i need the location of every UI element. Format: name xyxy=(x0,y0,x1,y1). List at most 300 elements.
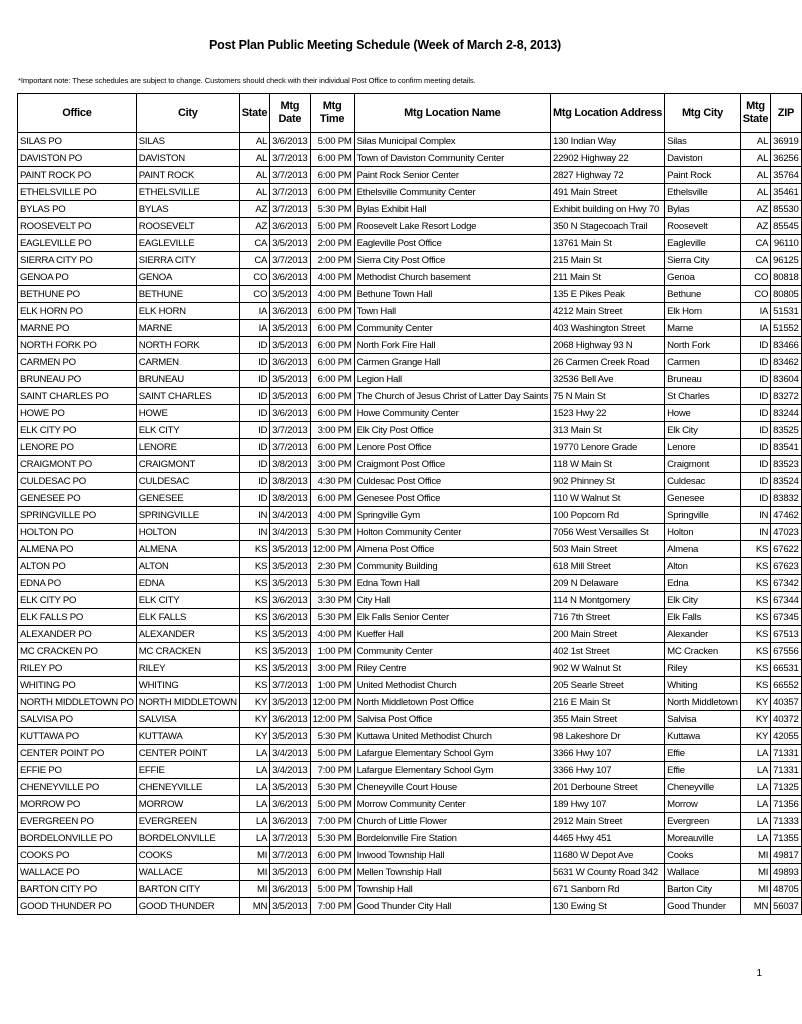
table-row xyxy=(18,864,802,881)
cell-mtg-date: 3/7/2013 xyxy=(270,167,310,184)
cell-mtg-state: CA xyxy=(740,235,770,252)
cell-mtg-date: 3/5/2013 xyxy=(270,626,310,643)
cell-mtg-city: Effie xyxy=(665,762,741,779)
cell-zip: 47462 xyxy=(771,507,801,524)
cell-mtg-time: 1:00 PM xyxy=(310,643,354,660)
cell-location-address: 2827 Highway 72 xyxy=(551,167,665,184)
cell-location-name: Mellen Township Hall xyxy=(354,864,550,881)
cell-zip: 96110 xyxy=(771,235,801,252)
cell-mtg-date: 3/6/2013 xyxy=(270,405,310,422)
cell-mtg-date: 3/7/2013 xyxy=(270,677,310,694)
cell-mtg-city: Elk Horn xyxy=(665,303,741,320)
cell-location-name: Legion Hall xyxy=(354,371,550,388)
cell-mtg-city: Salvisa xyxy=(665,711,741,728)
cell-location-name: Bordelonville Fire Station xyxy=(354,830,550,847)
cell-zip: 96125 xyxy=(771,252,801,269)
cell-office: SALVISA PO xyxy=(18,711,137,728)
cell-location-name: United Methodist Church xyxy=(354,677,550,694)
cell-location-address: 671 Sanborn Rd xyxy=(551,881,665,898)
cell-location-name: Eagleville Post Office xyxy=(354,235,550,252)
cell-location-address: 209 N Delaware xyxy=(551,575,665,592)
cell-city: MC CRACKEN xyxy=(136,643,239,660)
table-row xyxy=(18,677,802,694)
header-state: State xyxy=(239,94,269,133)
cell-mtg-date: 3/8/2013 xyxy=(270,473,310,490)
cell-mtg-date: 3/5/2013 xyxy=(270,779,310,796)
cell-mtg-state: MN xyxy=(740,898,770,915)
cell-mtg-state: IA xyxy=(740,303,770,320)
cell-mtg-date: 3/5/2013 xyxy=(270,558,310,575)
cell-office: WHITING PO xyxy=(18,677,137,694)
table-row xyxy=(18,473,802,490)
cell-mtg-time: 5:30 PM xyxy=(310,575,354,592)
cell-location-address: 902 Phinney St xyxy=(551,473,665,490)
important-note: *Important note: These schedules are subject to change. Customers should check with their individual Post Office to confirm meeting details. xyxy=(18,76,476,85)
cell-mtg-city: Bylas xyxy=(665,201,741,218)
cell-mtg-state: CA xyxy=(740,252,770,269)
table-row xyxy=(18,813,802,830)
cell-zip: 51531 xyxy=(771,303,801,320)
cell-mtg-date: 3/8/2013 xyxy=(270,456,310,473)
cell-mtg-date: 3/6/2013 xyxy=(270,813,310,830)
cell-mtg-date: 3/6/2013 xyxy=(270,269,310,286)
table-row xyxy=(18,422,802,439)
cell-mtg-date: 3/4/2013 xyxy=(270,524,310,541)
cell-location-address: 350 N Stagecoach Trail xyxy=(551,218,665,235)
cell-mtg-date: 3/5/2013 xyxy=(270,371,310,388)
cell-location-name: Church of Little Flower xyxy=(354,813,550,830)
cell-mtg-city: Genesee xyxy=(665,490,741,507)
cell-zip: 80805 xyxy=(771,286,801,303)
cell-mtg-city: Good Thunder xyxy=(665,898,741,915)
cell-location-address: 100 Popcorn Rd xyxy=(551,507,665,524)
cell-mtg-time: 7:00 PM xyxy=(310,762,354,779)
cell-office: GENESEE PO xyxy=(18,490,137,507)
cell-mtg-time: 5:30 PM xyxy=(310,830,354,847)
cell-mtg-state: ID xyxy=(740,337,770,354)
table-row xyxy=(18,303,802,320)
cell-office: PAINT ROCK PO xyxy=(18,167,137,184)
cell-location-name: Community Center xyxy=(354,320,550,337)
cell-mtg-time: 6:00 PM xyxy=(310,847,354,864)
cell-city: HOLTON xyxy=(136,524,239,541)
cell-mtg-time: 5:30 PM xyxy=(310,779,354,796)
cell-location-address: 26 Carmen Creek Road xyxy=(551,354,665,371)
cell-state: AL xyxy=(239,184,269,201)
cell-mtg-date: 3/5/2013 xyxy=(270,864,310,881)
cell-mtg-state: KY xyxy=(740,694,770,711)
cell-mtg-state: ID xyxy=(740,422,770,439)
meeting-schedule-table xyxy=(17,93,802,915)
cell-zip: 80818 xyxy=(771,269,801,286)
cell-state: KS xyxy=(239,609,269,626)
cell-mtg-city: Effie xyxy=(665,745,741,762)
cell-state: ID xyxy=(239,371,269,388)
cell-office: COOKS PO xyxy=(18,847,137,864)
header-office: Office xyxy=(18,94,137,133)
cell-zip: 71325 xyxy=(771,779,801,796)
cell-state: AZ xyxy=(239,218,269,235)
table-row xyxy=(18,558,802,575)
cell-city: BRUNEAU xyxy=(136,371,239,388)
cell-mtg-date: 3/5/2013 xyxy=(270,388,310,405)
cell-mtg-date: 3/6/2013 xyxy=(270,796,310,813)
cell-mtg-state: LA xyxy=(740,762,770,779)
cell-zip: 85545 xyxy=(771,218,801,235)
cell-mtg-state: ID xyxy=(740,439,770,456)
cell-mtg-time: 5:30 PM xyxy=(310,609,354,626)
table-row xyxy=(18,490,802,507)
cell-location-address: 211 Main St xyxy=(551,269,665,286)
cell-zip: 83524 xyxy=(771,473,801,490)
cell-city: ALTON xyxy=(136,558,239,575)
cell-city: ELK CITY xyxy=(136,422,239,439)
cell-mtg-state: KS xyxy=(740,660,770,677)
cell-office: NORTH FORK PO xyxy=(18,337,137,354)
cell-city: DAVISTON xyxy=(136,150,239,167)
cell-state: KS xyxy=(239,626,269,643)
cell-mtg-city: MC Cracken xyxy=(665,643,741,660)
cell-location-name: North Fork Fire Hall xyxy=(354,337,550,354)
cell-city: NORTH MIDDLETOWN xyxy=(136,694,239,711)
cell-mtg-city: Lenore xyxy=(665,439,741,456)
cell-state: ID xyxy=(239,456,269,473)
table-row xyxy=(18,405,802,422)
cell-location-address: 3366 Hwy 107 xyxy=(551,762,665,779)
cell-office: ROOSEVELT PO xyxy=(18,218,137,235)
cell-location-name: Kuttawa United Methodist Church xyxy=(354,728,550,745)
cell-state: LA xyxy=(239,813,269,830)
cell-location-name: Inwood Township Hall xyxy=(354,847,550,864)
table-row xyxy=(18,898,802,915)
cell-office: MARNE PO xyxy=(18,320,137,337)
cell-mtg-date: 3/5/2013 xyxy=(270,235,310,252)
cell-mtg-time: 3:30 PM xyxy=(310,592,354,609)
cell-location-address: 201 Derboune Street xyxy=(551,779,665,796)
cell-mtg-time: 12:00 PM xyxy=(310,541,354,558)
cell-mtg-time: 3:00 PM xyxy=(310,456,354,473)
cell-mtg-time: 6:00 PM xyxy=(310,184,354,201)
cell-location-name: Elk Falls Senior Center xyxy=(354,609,550,626)
cell-city: BETHUNE xyxy=(136,286,239,303)
cell-mtg-state: AL xyxy=(740,184,770,201)
cell-location-name: Sierra City Post Office xyxy=(354,252,550,269)
cell-mtg-city: Craigmont xyxy=(665,456,741,473)
cell-state: ID xyxy=(239,439,269,456)
cell-mtg-state: ID xyxy=(740,371,770,388)
cell-mtg-city: Wallace xyxy=(665,864,741,881)
cell-state: LA xyxy=(239,779,269,796)
table-row xyxy=(18,643,802,660)
cell-location-name: Paint Rock Senior Center xyxy=(354,167,550,184)
cell-zip: 36919 xyxy=(771,133,801,150)
cell-city: MARNE xyxy=(136,320,239,337)
cell-mtg-city: Cooks xyxy=(665,847,741,864)
cell-zip: 83523 xyxy=(771,456,801,473)
table-row xyxy=(18,660,802,677)
cell-office: EAGLEVILLE PO xyxy=(18,235,137,252)
cell-zip: 83832 xyxy=(771,490,801,507)
header-location-name: Mtg Location Name xyxy=(354,94,550,133)
cell-city: ELK FALLS xyxy=(136,609,239,626)
cell-city: EVERGREEN xyxy=(136,813,239,830)
cell-city: BYLAS xyxy=(136,201,239,218)
cell-state: KY xyxy=(239,711,269,728)
cell-zip: 67513 xyxy=(771,626,801,643)
cell-office: GOOD THUNDER PO xyxy=(18,898,137,915)
cell-city: ALEXANDER xyxy=(136,626,239,643)
cell-mtg-date: 3/6/2013 xyxy=(270,609,310,626)
cell-mtg-date: 3/7/2013 xyxy=(270,252,310,269)
cell-mtg-time: 5:00 PM xyxy=(310,133,354,150)
cell-mtg-state: LA xyxy=(740,779,770,796)
cell-location-name: Community Center xyxy=(354,643,550,660)
table-row xyxy=(18,337,802,354)
cell-location-name: Community Building xyxy=(354,558,550,575)
cell-mtg-time: 6:00 PM xyxy=(310,388,354,405)
cell-zip: 67345 xyxy=(771,609,801,626)
cell-location-address: Exhibit building on Hwy 70 xyxy=(551,201,665,218)
table-row xyxy=(18,830,802,847)
cell-mtg-time: 2:30 PM xyxy=(310,558,354,575)
cell-mtg-time: 4:00 PM xyxy=(310,507,354,524)
cell-mtg-time: 12:00 PM xyxy=(310,694,354,711)
cell-city: MORROW xyxy=(136,796,239,813)
table-row xyxy=(18,235,802,252)
cell-state: AZ xyxy=(239,201,269,218)
cell-mtg-time: 6:00 PM xyxy=(310,439,354,456)
cell-mtg-date: 3/4/2013 xyxy=(270,507,310,524)
cell-mtg-date: 3/7/2013 xyxy=(270,847,310,864)
cell-mtg-state: AZ xyxy=(740,201,770,218)
header-city: City xyxy=(136,94,239,133)
cell-location-address: 3366 Hwy 107 xyxy=(551,745,665,762)
table-row xyxy=(18,201,802,218)
cell-zip: 66552 xyxy=(771,677,801,694)
cell-location-name: Lafargue Elementary School Gym xyxy=(354,745,550,762)
cell-mtg-state: IA xyxy=(740,320,770,337)
cell-zip: 42055 xyxy=(771,728,801,745)
header-location-address: Mtg Location Address xyxy=(551,94,665,133)
cell-location-name: Town of Daviston Community Center xyxy=(354,150,550,167)
cell-zip: 71331 xyxy=(771,745,801,762)
cell-location-address: 200 Main Street xyxy=(551,626,665,643)
cell-zip: 67344 xyxy=(771,592,801,609)
table-row xyxy=(18,320,802,337)
cell-location-address: 618 Mill Street xyxy=(551,558,665,575)
table-row xyxy=(18,779,802,796)
cell-city: WHITING xyxy=(136,677,239,694)
cell-state: MI xyxy=(239,864,269,881)
cell-office: CULDESAC PO xyxy=(18,473,137,490)
cell-location-name: Salvisa Post Office xyxy=(354,711,550,728)
cell-location-name: Town Hall xyxy=(354,303,550,320)
cell-mtg-state: CO xyxy=(740,286,770,303)
cell-city: GENESEE xyxy=(136,490,239,507)
cell-location-name: Lafargue Elementary School Gym xyxy=(354,762,550,779)
cell-office: HOWE PO xyxy=(18,405,137,422)
cell-city: GOOD THUNDER xyxy=(136,898,239,915)
cell-mtg-time: 5:30 PM xyxy=(310,201,354,218)
cell-location-name: Ethelsville Community Center xyxy=(354,184,550,201)
cell-mtg-city: Ethelsville xyxy=(665,184,741,201)
cell-location-address: 114 N Montgomery xyxy=(551,592,665,609)
cell-mtg-city: Barton City xyxy=(665,881,741,898)
cell-mtg-state: ID xyxy=(740,405,770,422)
cell-mtg-time: 7:00 PM xyxy=(310,898,354,915)
cell-office: ALMENA PO xyxy=(18,541,137,558)
cell-state: AL xyxy=(239,133,269,150)
table-row xyxy=(18,728,802,745)
cell-mtg-state: ID xyxy=(740,354,770,371)
cell-location-address: 402 1st Street xyxy=(551,643,665,660)
cell-state: CO xyxy=(239,286,269,303)
cell-location-address: 355 Main Street xyxy=(551,711,665,728)
cell-mtg-date: 3/5/2013 xyxy=(270,728,310,745)
cell-mtg-city: Cheneyville xyxy=(665,779,741,796)
cell-location-name: Howe Community Center xyxy=(354,405,550,422)
cell-mtg-date: 3/6/2013 xyxy=(270,881,310,898)
cell-state: CA xyxy=(239,252,269,269)
cell-location-name: Roosevelt Lake Resort Lodge xyxy=(354,218,550,235)
cell-mtg-time: 5:00 PM xyxy=(310,796,354,813)
cell-location-address: 491 Main Street xyxy=(551,184,665,201)
cell-location-name: The Church of Jesus Christ of Latter Day Saints xyxy=(354,388,550,405)
cell-location-name: Township Hall xyxy=(354,881,550,898)
cell-zip: 83462 xyxy=(771,354,801,371)
cell-state: KS xyxy=(239,575,269,592)
table-row xyxy=(18,439,802,456)
cell-office: GENOA PO xyxy=(18,269,137,286)
cell-mtg-date: 3/7/2013 xyxy=(270,422,310,439)
table-row xyxy=(18,847,802,864)
cell-zip: 40372 xyxy=(771,711,801,728)
header-row xyxy=(18,94,802,133)
cell-mtg-state: LA xyxy=(740,830,770,847)
cell-location-name: Cheneyville Court House xyxy=(354,779,550,796)
cell-mtg-time: 6:00 PM xyxy=(310,337,354,354)
cell-location-address: 13761 Main St xyxy=(551,235,665,252)
cell-state: ID xyxy=(239,490,269,507)
cell-office: LENORE PO xyxy=(18,439,137,456)
cell-location-name: North Middletown Post Office xyxy=(354,694,550,711)
cell-state: KY xyxy=(239,728,269,745)
cell-city: GENOA xyxy=(136,269,239,286)
cell-mtg-time: 6:00 PM xyxy=(310,167,354,184)
cell-mtg-city: Whiting xyxy=(665,677,741,694)
cell-mtg-date: 3/6/2013 xyxy=(270,218,310,235)
cell-mtg-state: KS xyxy=(740,609,770,626)
cell-mtg-state: LA xyxy=(740,813,770,830)
cell-mtg-date: 3/5/2013 xyxy=(270,575,310,592)
cell-city: SALVISA xyxy=(136,711,239,728)
cell-mtg-date: 3/7/2013 xyxy=(270,439,310,456)
cell-mtg-city: Almena xyxy=(665,541,741,558)
cell-location-name: Holton Community Center xyxy=(354,524,550,541)
cell-state: MI xyxy=(239,881,269,898)
cell-location-address: 189 Hwy 107 xyxy=(551,796,665,813)
cell-location-name: Bylas Exhibit Hall xyxy=(354,201,550,218)
cell-mtg-date: 3/4/2013 xyxy=(270,745,310,762)
cell-state: LA xyxy=(239,762,269,779)
cell-mtg-city: Riley xyxy=(665,660,741,677)
cell-mtg-date: 3/5/2013 xyxy=(270,541,310,558)
cell-mtg-city: Elk City xyxy=(665,422,741,439)
cell-location-address: 2068 Highway 93 N xyxy=(551,337,665,354)
cell-office: MORROW PO xyxy=(18,796,137,813)
cell-mtg-city: Roosevelt xyxy=(665,218,741,235)
cell-office: CARMEN PO xyxy=(18,354,137,371)
header-mtg-state: Mtg State xyxy=(740,94,770,133)
cell-mtg-time: 6:00 PM xyxy=(310,320,354,337)
cell-zip: 51552 xyxy=(771,320,801,337)
cell-state: KS xyxy=(239,558,269,575)
cell-city: BARTON CITY xyxy=(136,881,239,898)
cell-city: RILEY xyxy=(136,660,239,677)
cell-state: KS xyxy=(239,541,269,558)
cell-state: AL xyxy=(239,167,269,184)
cell-mtg-time: 2:00 PM xyxy=(310,235,354,252)
table-row xyxy=(18,184,802,201)
cell-state: ID xyxy=(239,354,269,371)
table-row xyxy=(18,541,802,558)
cell-location-address: 110 W Walnut St xyxy=(551,490,665,507)
cell-city: ETHELSVILLE xyxy=(136,184,239,201)
cell-location-name: Genesee Post Office xyxy=(354,490,550,507)
cell-office: BORDELONVILLE PO xyxy=(18,830,137,847)
cell-mtg-city: Silas xyxy=(665,133,741,150)
cell-mtg-date: 3/6/2013 xyxy=(270,711,310,728)
cell-zip: 36256 xyxy=(771,150,801,167)
cell-mtg-state: LA xyxy=(740,796,770,813)
header-mtg-date: Mtg Date xyxy=(270,94,310,133)
cell-mtg-date: 3/8/2013 xyxy=(270,490,310,507)
cell-location-name: Bethune Town Hall xyxy=(354,286,550,303)
cell-office: DAVISTON PO xyxy=(18,150,137,167)
cell-mtg-time: 12:00 PM xyxy=(310,711,354,728)
cell-mtg-state: MI xyxy=(740,864,770,881)
table-row xyxy=(18,150,802,167)
cell-location-name: Edna Town Hall xyxy=(354,575,550,592)
cell-location-address: 4212 Main Street xyxy=(551,303,665,320)
cell-city: ELK HORN xyxy=(136,303,239,320)
cell-mtg-city: Moreauville xyxy=(665,830,741,847)
cell-city: ROOSEVELT xyxy=(136,218,239,235)
cell-zip: 83541 xyxy=(771,439,801,456)
cell-location-name: Silas Municipal Complex xyxy=(354,133,550,150)
cell-mtg-city: Culdesac xyxy=(665,473,741,490)
cell-location-name: Lenore Post Office xyxy=(354,439,550,456)
cell-location-address: 1523 Hwy 22 xyxy=(551,405,665,422)
cell-mtg-time: 5:00 PM xyxy=(310,745,354,762)
header-mtg-time: Mtg Time xyxy=(310,94,354,133)
cell-office: ALTON PO xyxy=(18,558,137,575)
cell-city: SAINT CHARLES xyxy=(136,388,239,405)
cell-office: BETHUNE PO xyxy=(18,286,137,303)
cell-mtg-state: ID xyxy=(740,388,770,405)
cell-zip: 49817 xyxy=(771,847,801,864)
cell-office: ALEXANDER PO xyxy=(18,626,137,643)
cell-mtg-time: 5:30 PM xyxy=(310,524,354,541)
cell-office: ELK HORN PO xyxy=(18,303,137,320)
table-row xyxy=(18,252,802,269)
cell-location-name: Craigmont Post Office xyxy=(354,456,550,473)
cell-mtg-date: 3/5/2013 xyxy=(270,660,310,677)
cell-zip: 49893 xyxy=(771,864,801,881)
cell-city: WALLACE xyxy=(136,864,239,881)
cell-mtg-state: ID xyxy=(740,456,770,473)
cell-location-name: Good Thunder City Hall xyxy=(354,898,550,915)
